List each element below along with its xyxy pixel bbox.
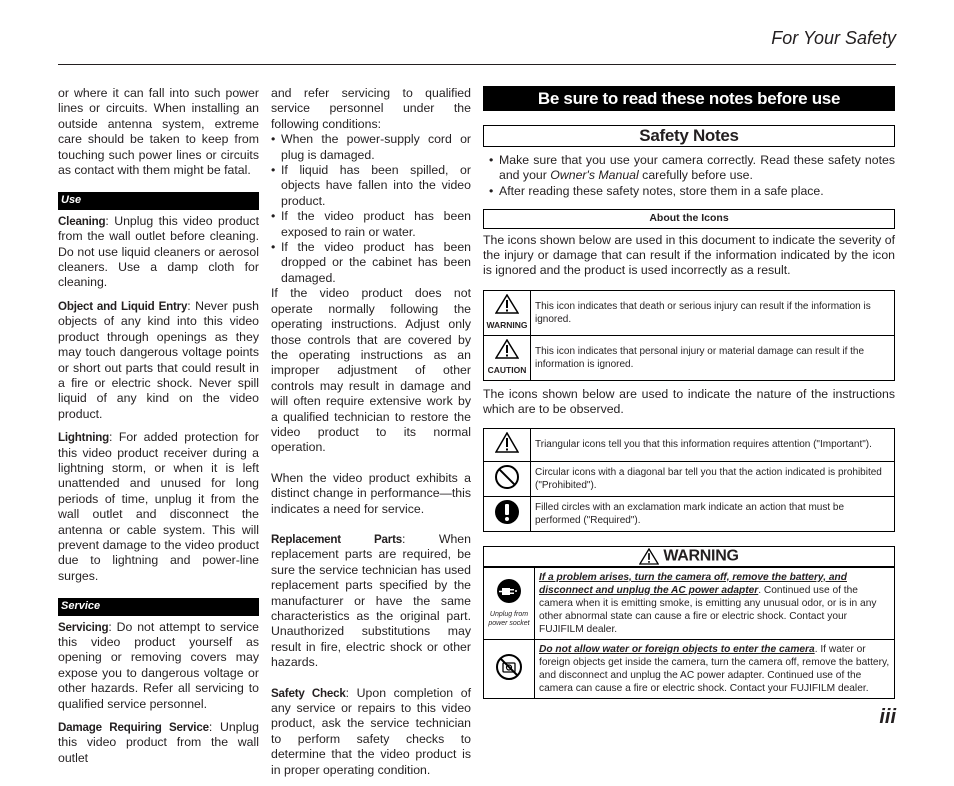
caution-label: CAUTION — [487, 364, 527, 375]
damage-term: Damage Requiring Service — [58, 721, 209, 735]
table-row — [484, 567, 895, 639]
table-row — [484, 639, 895, 698]
no-disassembly-icon — [495, 653, 523, 681]
replacement-term: Replacement Parts — [271, 532, 403, 546]
cleaning-term: Cleaning — [58, 214, 106, 228]
unplug-caption: Unplug from power socket — [488, 611, 530, 628]
table-row — [484, 496, 895, 531]
unplug-icon — [496, 578, 522, 604]
owners-manual-title: Owner's Manual — [550, 168, 639, 183]
table-row — [484, 290, 895, 335]
object-paragraph — [58, 299, 259, 422]
safety-check-term: Safety Check — [271, 686, 346, 700]
table-row — [484, 335, 895, 380]
safety-check-paragraph — [271, 686, 471, 778]
warning-triangle-icon — [495, 294, 519, 314]
damage-paragraph — [58, 720, 259, 766]
object-text: : Never push objects of any kind into this video product through openings as they may touch dangerous voltage points or short out parts that could result in a fire or electric shock. Never spill liquid of any kind on the video product. — [58, 298, 259, 421]
list-item: • If the video product has been dropped or the cabinet has been damaged. — [271, 240, 471, 286]
warnings-table — [483, 567, 895, 699]
caution-triangle-icon — [495, 339, 519, 359]
warning-heading — [483, 546, 895, 567]
col2-paragraph-2: If the video product does not operate normally following the operating instructions. Adjust only those controls that are covered by the operating instructions as an improper adjustment of other controls may result in damage and will often require extensive work by a qualified technician to restore the video product to its normal operation. — [271, 286, 471, 455]
cleaning-text: : Unplug this video product from the wall outlet before cleaning. Do not use liquid cleaners or aerosol cleaners. Use a damp cloth for cleaning. — [58, 213, 259, 290]
column-1 — [58, 86, 259, 774]
warning-item-unplug — [535, 567, 895, 639]
warning-item-water-text: . If water or foreign objects get inside the camera, turn the camera off, remove the battery, and disconnect and unplug the AC power adapter. Continued use of the camera can cause a fire or electric shock. Contact your FUJIFILM dealer. — [539, 643, 890, 694]
important-description: Triangular icons tell you that this information requires attention ("Important"). — [531, 428, 895, 461]
required-description: Filled circles with an exclamation mark indicate an action that must be performed ("Required"). — [531, 496, 895, 531]
header-title: For Your Safety — [771, 28, 896, 48]
nature-icons-table — [483, 428, 895, 532]
table-row — [484, 461, 895, 496]
list-item: • If liquid has been spilled, or objects have fallen into the video product. — [271, 163, 471, 209]
cleaning-paragraph — [58, 214, 259, 291]
lightning-paragraph — [58, 430, 259, 584]
list-item: • Make sure that you use your camera correctly. Read these safety notes and your Owner's Manual carefully before use. — [489, 153, 895, 184]
damage-text: : Unplug this video product from the wall outlet — [58, 720, 259, 765]
safety-check-text: : Upon completion of any service or repairs to this video product, ask the service technician to perform safety checks to determine that the video product is in proper operating condition. — [271, 685, 471, 777]
about-icons-text: The icons shown below are used in this document to indicate the severity of the injury or damage that can result if the information indicated by the icon is ignored and the product is used incorrectly as a result. — [483, 232, 895, 278]
servicing-paragraph — [58, 620, 259, 712]
warning-heading-label: WARNING — [663, 547, 739, 565]
warning-triangle-icon — [639, 548, 659, 565]
list-item: • When the power-supply cord or plug is damaged. — [271, 132, 471, 163]
warning-icon-cell — [484, 290, 531, 335]
use-heading: Use — [58, 192, 259, 209]
safety-notes-list — [489, 153, 895, 199]
replacement-paragraph — [271, 532, 471, 671]
prohibited-icon — [494, 464, 520, 490]
col1-intro: or where it can fall into such power lines or circuits. When installing an outside antenna system, extreme care should be taken to keep from touching such power lines or circuits as contact with them might be fatal. — [58, 86, 259, 178]
page-number: iii — [879, 706, 896, 728]
object-term: Object and Liquid Entry — [58, 299, 188, 313]
list-item: • If the video product has been exposed to rain or water. — [271, 209, 471, 240]
warning-item-unplug-heading: If a problem arises, turn the camera off, remove the battery, and disconnect and unplug the AC power adapter — [539, 571, 847, 596]
severity-icons-table — [483, 290, 895, 381]
lightning-term: Lightning — [58, 431, 109, 445]
safety-notes-heading: Safety Notes — [483, 125, 895, 147]
warning-item-water — [535, 639, 895, 698]
header-rule — [58, 64, 896, 65]
caution-icon-cell — [484, 335, 531, 380]
servicing-term: Servicing — [58, 620, 109, 634]
warning-label: WARNING — [486, 319, 528, 330]
conditions-list — [271, 132, 471, 286]
prohibited-description: Circular icons with a diagonal bar tell you that the action indicated is prohibited ("Prohibited"). — [531, 461, 895, 496]
service-heading: Service — [58, 598, 259, 615]
servicing-text: : Do not attempt to service this video product yourself as opening or removing covers may expose you to dangerous voltage or other hazards. Refer all servicing to qualified service personnel. — [58, 619, 259, 711]
warning-item-water-heading: Do not allow water or foreign objects to enter the camera — [539, 643, 815, 655]
lightning-text: : For added protection for this video product receiver during a lightning storm, or when it is left unattended and unused for long periods of time, unplug it from the wall outlet and disconnect the antenna or cable system. This will prevent damage to the video product due to lightning and power-line surges. — [58, 430, 259, 583]
about-icons-heading: About the Icons — [483, 209, 895, 228]
replacement-text: : When replacement parts are required, be sure the service technician has used replacement parts specified by the manufacturer or have the same characteristics as the original part. Unauthorized substitutions may result in fire, electric shock or other hazards. — [271, 531, 471, 670]
caution-description: This icon indicates that personal injury or material damage can result if the information is ignored. — [531, 335, 895, 380]
read-notes-banner: Be sure to read these notes before use — [483, 86, 895, 111]
triangle-exclamation-icon — [495, 432, 519, 453]
column-2 — [271, 86, 471, 786]
column-3 — [483, 86, 895, 699]
table-row — [484, 428, 895, 461]
col2-intro: and refer servicing to qualified service personnel under the following conditions: — [271, 86, 471, 131]
warning-item-unplug-text: . Continued use of the camera when it is emitting smoke, is emitting any unusual odor, or is in any other abnormal state can cause a fire or electric shock. Contact your FUJIFILM dealer. — [539, 584, 877, 635]
warning-description: This icon indicates that death or serious injury can result if the information is ignored. — [531, 290, 895, 335]
nature-text: The icons shown below are used to indicate the nature of the instructions which are to be observed. — [483, 386, 895, 417]
list-item: • After reading these safety notes, store them in a safe place. — [489, 184, 895, 199]
required-icon — [494, 499, 520, 525]
col2-paragraph-3: When the video product exhibits a distinct change in performance—this indicates a need for service. — [271, 470, 471, 516]
